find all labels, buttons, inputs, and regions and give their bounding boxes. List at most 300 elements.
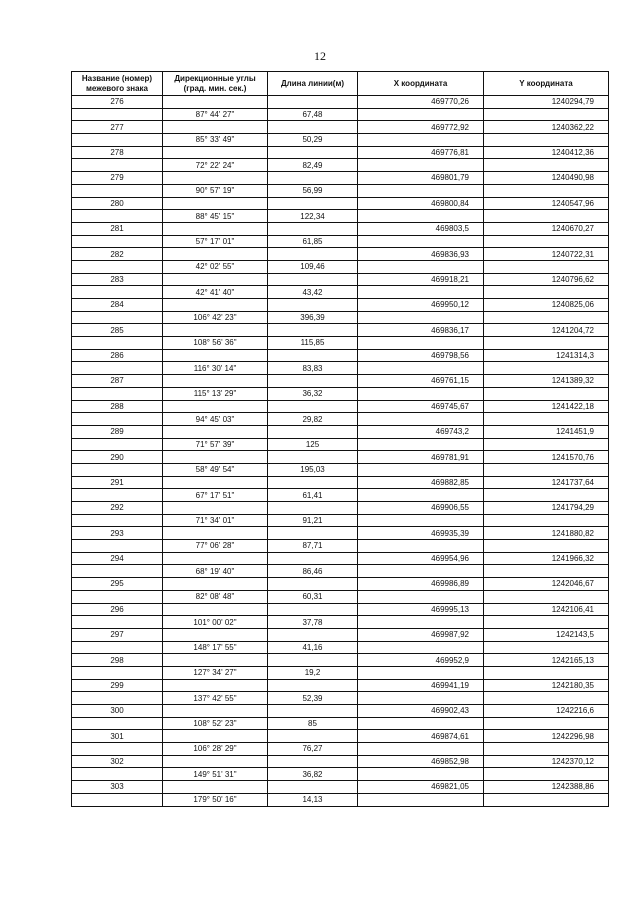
x-coordinate-cell: 469995,13 [358,603,484,616]
x-coordinate-cell: 469761,15 [358,375,484,388]
y-coordinate-cell: 1241794,29 [484,502,609,515]
empty-cell [484,337,609,350]
direction-angle-cell: 68° 19' 40" [163,565,268,578]
x-coordinate-cell: 469954,96 [358,552,484,565]
y-coordinate-cell: 1240362,22 [484,121,609,134]
line-length-cell: 115,85 [268,337,358,350]
y-coordinate-cell: 1240490,98 [484,172,609,185]
empty-cell [163,781,268,794]
point-row [72,146,609,159]
empty-cell [72,666,163,679]
line-length-cell: 36,82 [268,768,358,781]
empty-cell [163,502,268,515]
point-row [72,552,609,565]
segment-row [72,337,609,350]
segment-row [72,768,609,781]
empty-cell [72,540,163,553]
empty-cell [484,184,609,197]
empty-cell [358,210,484,223]
empty-cell [72,337,163,350]
empty-cell [268,603,358,616]
line-length-cell: 43,42 [268,286,358,299]
point-row [72,222,609,235]
segment-row [72,463,609,476]
empty-cell [163,730,268,743]
empty-cell [72,489,163,502]
segment-row [72,489,609,502]
empty-cell [358,768,484,781]
empty-cell [163,222,268,235]
line-length-cell: 83,83 [268,362,358,375]
empty-cell [268,502,358,515]
point-row [72,425,609,438]
empty-cell [484,514,609,527]
empty-cell [268,121,358,134]
empty-cell [163,324,268,337]
empty-cell [163,654,268,667]
line-length-cell: 76,27 [268,743,358,756]
empty-cell [358,108,484,121]
point-row [72,603,609,616]
segment-row [72,413,609,426]
empty-cell [268,755,358,768]
segment-row [72,717,609,730]
segment-row [72,641,609,654]
empty-cell [163,755,268,768]
empty-cell [163,603,268,616]
empty-cell [163,121,268,134]
empty-cell [163,248,268,261]
direction-angle-cell: 85° 33' 49" [163,134,268,147]
segment-row [72,134,609,147]
point-row [72,324,609,337]
point-row [72,527,609,540]
x-coordinate-cell: 469882,85 [358,476,484,489]
mark-name-cell: 293 [72,527,163,540]
mark-name-cell: 286 [72,349,163,362]
segment-row [72,235,609,248]
direction-angle-cell: 108° 52' 23" [163,717,268,730]
empty-cell [268,654,358,667]
empty-cell [358,387,484,400]
empty-cell [268,425,358,438]
header-x: X координата [358,72,484,96]
line-length-cell: 60,31 [268,590,358,603]
mark-name-cell: 301 [72,730,163,743]
empty-cell [163,578,268,591]
direction-angle-cell: 58° 49' 54" [163,463,268,476]
x-coordinate-cell: 469800,84 [358,197,484,210]
y-coordinate-cell: 1241314,3 [484,349,609,362]
line-length-cell: 52,39 [268,692,358,705]
direction-angle-cell: 82° 08' 48" [163,590,268,603]
empty-cell [358,235,484,248]
y-coordinate-cell: 1241451,9 [484,425,609,438]
y-coordinate-cell: 1241570,76 [484,451,609,464]
empty-cell [484,717,609,730]
segment-row [72,184,609,197]
x-coordinate-cell: 469935,39 [358,527,484,540]
empty-cell [358,337,484,350]
x-coordinate-cell: 469781,91 [358,451,484,464]
empty-cell [268,197,358,210]
empty-cell [358,159,484,172]
y-coordinate-cell: 1242180,35 [484,679,609,692]
line-length-cell: 82,49 [268,159,358,172]
direction-angle-cell: 149° 51' 31" [163,768,268,781]
empty-cell [268,628,358,641]
empty-cell [358,134,484,147]
y-coordinate-cell: 1242216,6 [484,705,609,718]
empty-cell [358,565,484,578]
empty-cell [268,578,358,591]
empty-cell [72,565,163,578]
empty-cell [484,438,609,451]
empty-cell [163,197,268,210]
line-length-cell: 109,46 [268,260,358,273]
mark-name-cell: 291 [72,476,163,489]
direction-angle-cell: 127° 34' 27" [163,666,268,679]
direction-angle-cell: 67° 17' 51" [163,489,268,502]
mark-name-cell: 280 [72,197,163,210]
segment-row [72,793,609,806]
line-length-cell: 14,13 [268,793,358,806]
segment-row [72,108,609,121]
direction-angle-cell: 90° 57' 19" [163,184,268,197]
empty-cell [358,641,484,654]
point-row [72,375,609,388]
mark-name-cell: 285 [72,324,163,337]
empty-cell [163,299,268,312]
line-length-cell: 195,03 [268,463,358,476]
empty-cell [358,489,484,502]
empty-cell [72,311,163,324]
empty-cell [484,565,609,578]
segment-row [72,540,609,553]
empty-cell [268,781,358,794]
x-coordinate-cell: 469798,56 [358,349,484,362]
x-coordinate-cell: 469821,05 [358,781,484,794]
point-row [72,679,609,692]
y-coordinate-cell: 1240547,96 [484,197,609,210]
mark-name-cell: 297 [72,628,163,641]
segment-row [72,362,609,375]
x-coordinate-cell: 469852,98 [358,755,484,768]
empty-cell [72,514,163,527]
empty-cell [358,793,484,806]
mark-name-cell: 279 [72,172,163,185]
empty-cell [163,172,268,185]
line-length-cell: 122,34 [268,210,358,223]
empty-cell [484,641,609,654]
empty-cell [484,134,609,147]
segment-row [72,565,609,578]
empty-cell [484,590,609,603]
header-length: Длина линии(м) [268,72,358,96]
empty-cell [358,413,484,426]
empty-cell [163,705,268,718]
segment-row [72,286,609,299]
y-coordinate-cell: 1242296,98 [484,730,609,743]
segment-row [72,260,609,273]
empty-cell [484,540,609,553]
direction-angle-cell: 42° 41' 40" [163,286,268,299]
empty-cell [484,616,609,629]
point-row [72,628,609,641]
x-coordinate-cell: 469836,93 [358,248,484,261]
empty-cell [484,159,609,172]
empty-cell [358,311,484,324]
line-length-cell: 125 [268,438,358,451]
empty-cell [163,349,268,362]
mark-name-cell: 288 [72,400,163,413]
y-coordinate-cell: 1241204,72 [484,324,609,337]
direction-angle-cell: 94° 45' 03" [163,413,268,426]
point-row [72,400,609,413]
empty-cell [163,451,268,464]
empty-cell [72,692,163,705]
empty-cell [72,210,163,223]
point-row [72,705,609,718]
header-y: Y координата [484,72,609,96]
point-row [72,299,609,312]
line-length-cell: 85 [268,717,358,730]
mark-name-cell: 295 [72,578,163,591]
point-row [72,502,609,515]
empty-cell [72,387,163,400]
empty-cell [358,743,484,756]
point-row [72,273,609,286]
segment-row [72,666,609,679]
segment-row [72,311,609,324]
mark-name-cell: 277 [72,121,163,134]
empty-cell [358,286,484,299]
empty-cell [268,299,358,312]
segment-row [72,590,609,603]
empty-cell [72,260,163,273]
point-row [72,451,609,464]
empty-cell [163,425,268,438]
empty-cell [163,527,268,540]
mark-name-cell: 299 [72,679,163,692]
mark-name-cell: 302 [72,755,163,768]
x-coordinate-cell: 469906,55 [358,502,484,515]
empty-cell [72,793,163,806]
line-length-cell: 61,41 [268,489,358,502]
x-coordinate-cell: 469745,67 [358,400,484,413]
empty-cell [484,463,609,476]
empty-cell [163,273,268,286]
empty-cell [358,514,484,527]
y-coordinate-cell: 1240294,79 [484,96,609,109]
direction-angle-cell: 88° 45' 15" [163,210,268,223]
table-header [72,72,609,96]
point-row [72,781,609,794]
empty-cell [268,96,358,109]
line-length-cell: 86,46 [268,565,358,578]
empty-cell [72,413,163,426]
direction-angle-cell: 42° 02' 55" [163,260,268,273]
mark-name-cell: 289 [72,425,163,438]
point-row [72,121,609,134]
empty-cell [268,527,358,540]
direction-angle-cell: 77° 06' 28" [163,540,268,553]
point-row [72,578,609,591]
mark-name-cell: 292 [72,502,163,515]
segment-row [72,438,609,451]
direction-angle-cell: 106° 28' 29" [163,743,268,756]
mark-name-cell: 298 [72,654,163,667]
y-coordinate-cell: 1242106,41 [484,603,609,616]
x-coordinate-cell: 469918,21 [358,273,484,286]
empty-cell [72,438,163,451]
empty-cell [484,362,609,375]
y-coordinate-cell: 1240670,27 [484,222,609,235]
direction-angle-cell: 108° 56' 36" [163,337,268,350]
header-angle: Дирекционные углы (град. мин. сек.) [163,72,268,96]
empty-cell [163,628,268,641]
empty-cell [484,793,609,806]
empty-cell [268,222,358,235]
segment-row [72,743,609,756]
line-length-cell: 37,78 [268,616,358,629]
y-coordinate-cell: 1240412,36 [484,146,609,159]
y-coordinate-cell: 1241737,64 [484,476,609,489]
mark-name-cell: 284 [72,299,163,312]
mark-name-cell: 290 [72,451,163,464]
x-coordinate-cell: 469776,81 [358,146,484,159]
line-length-cell: 396,39 [268,311,358,324]
y-coordinate-cell: 1241880,82 [484,527,609,540]
empty-cell [358,438,484,451]
direction-angle-cell: 116° 30' 14" [163,362,268,375]
point-row [72,349,609,362]
empty-cell [484,108,609,121]
x-coordinate-cell: 469986,89 [358,578,484,591]
x-coordinate-cell: 469941,19 [358,679,484,692]
point-row [72,476,609,489]
mark-name-cell: 294 [72,552,163,565]
empty-cell [72,743,163,756]
empty-cell [484,235,609,248]
empty-cell [484,413,609,426]
empty-cell [163,146,268,159]
y-coordinate-cell: 1241966,32 [484,552,609,565]
empty-cell [72,235,163,248]
line-length-cell: 67,48 [268,108,358,121]
empty-cell [358,590,484,603]
empty-cell [72,641,163,654]
line-length-cell: 29,82 [268,413,358,426]
empty-cell [268,400,358,413]
empty-cell [72,108,163,121]
x-coordinate-cell: 469987,92 [358,628,484,641]
empty-cell [358,717,484,730]
x-coordinate-cell: 469902,43 [358,705,484,718]
empty-cell [484,489,609,502]
x-coordinate-cell: 469801,79 [358,172,484,185]
empty-cell [163,96,268,109]
empty-cell [268,324,358,337]
empty-cell [72,362,163,375]
x-coordinate-cell: 469952,9 [358,654,484,667]
empty-cell [72,134,163,147]
empty-cell [163,375,268,388]
boundary-coordinates-table [71,71,609,807]
mark-name-cell: 296 [72,603,163,616]
direction-angle-cell: 71° 34' 01" [163,514,268,527]
empty-cell [268,451,358,464]
x-coordinate-cell: 469803,5 [358,222,484,235]
empty-cell [268,349,358,362]
point-row [72,654,609,667]
header-mark: Название (номер) межевого знака [72,72,163,96]
empty-cell [72,590,163,603]
y-coordinate-cell: 1240796,62 [484,273,609,286]
empty-cell [72,286,163,299]
y-coordinate-cell: 1240825,06 [484,299,609,312]
segment-row [72,616,609,629]
y-coordinate-cell: 1242046,67 [484,578,609,591]
table-body [72,96,609,807]
empty-cell [358,666,484,679]
mark-name-cell: 300 [72,705,163,718]
direction-angle-cell: 148° 17' 55" [163,641,268,654]
x-coordinate-cell: 469743,2 [358,425,484,438]
x-coordinate-cell: 469770,26 [358,96,484,109]
empty-cell [72,768,163,781]
empty-cell [358,692,484,705]
empty-cell [484,286,609,299]
empty-cell [268,172,358,185]
empty-cell [268,375,358,388]
mark-name-cell: 287 [72,375,163,388]
empty-cell [484,743,609,756]
line-length-cell: 56,99 [268,184,358,197]
empty-cell [358,362,484,375]
empty-cell [484,210,609,223]
point-row [72,172,609,185]
direction-angle-cell: 87° 44' 27" [163,108,268,121]
segment-row [72,514,609,527]
segment-row [72,692,609,705]
empty-cell [484,666,609,679]
empty-cell [358,260,484,273]
line-length-cell: 87,71 [268,540,358,553]
x-coordinate-cell: 469772,92 [358,121,484,134]
x-coordinate-cell: 469836,17 [358,324,484,337]
empty-cell [268,679,358,692]
line-length-cell: 19,2 [268,666,358,679]
direction-angle-cell: 57° 17' 01" [163,235,268,248]
point-row [72,755,609,768]
line-length-cell: 61,85 [268,235,358,248]
empty-cell [163,552,268,565]
empty-cell [358,463,484,476]
empty-cell [268,730,358,743]
y-coordinate-cell: 1240722,31 [484,248,609,261]
empty-cell [72,184,163,197]
mark-name-cell: 283 [72,273,163,286]
empty-cell [268,552,358,565]
mark-name-cell: 303 [72,781,163,794]
y-coordinate-cell: 1241422,18 [484,400,609,413]
empty-cell [268,248,358,261]
point-row [72,730,609,743]
segment-row [72,387,609,400]
point-row [72,197,609,210]
empty-cell [72,159,163,172]
